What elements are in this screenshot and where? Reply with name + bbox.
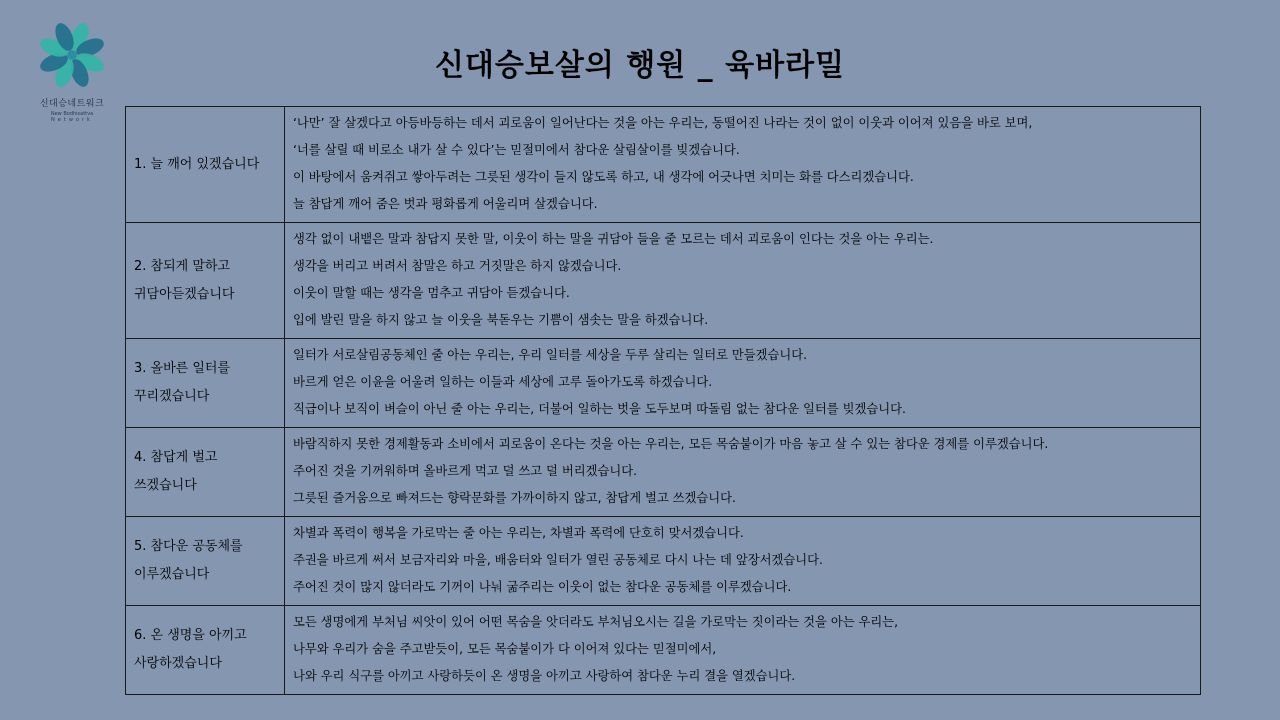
vow-text-line: 생각을 버리고 버려서 참말은 하고 거짓말은 하지 않겠습니다. bbox=[293, 259, 622, 273]
vow-text-line: 주어진 것을 기꺼워하며 올바르게 먹고 덜 쓰고 덜 버리겠습니다. bbox=[293, 464, 638, 478]
vow-label-line: 3. 올바른 일터를 bbox=[134, 361, 231, 376]
vow-text bbox=[285, 428, 1201, 517]
vow-text-line: 차별과 폭력이 행복을 가로막는 줄 아는 우리는, 차별과 폭력에 단호히 맞서겠습니다. bbox=[293, 526, 744, 540]
vow-text bbox=[285, 223, 1201, 339]
vow-label-line: 귀담아듣겠습니다 bbox=[134, 286, 235, 302]
vow-row bbox=[126, 223, 1201, 339]
vow-text-line: 바람직하지 못한 경제활동과 소비에서 괴로움이 온다는 것을 아는 우리는, 모든 목숨붙이가 마음 놓고 살 수 있는 참다운 경제를 이루겠습니다. bbox=[293, 437, 1049, 451]
vow-label-line: 쓰겠습니다 bbox=[134, 478, 197, 493]
vow-label bbox=[126, 517, 285, 606]
vow-text-line: 모든 생명에게 부처님 씨앗이 있어 어떤 목숨을 앗더라도 부처님오시는 길을 가로막는 짓이라는 것을 아는 우리는, bbox=[293, 615, 899, 629]
vow-row bbox=[126, 339, 1201, 428]
vow-label bbox=[126, 223, 285, 339]
vow-text-line: 그릇된 즐거움으로 빠져드는 향락문화를 가까이하지 않고, 참답게 벌고 쓰겠습니다. bbox=[293, 491, 736, 505]
vow-label-line: 5. 참다운 공동체를 bbox=[134, 539, 243, 554]
vow-text-line: 주권을 바르게 써서 보금자리와 마을, 배움터와 일터가 열린 공동체로 다시 나는 데 앞장서겠습니다. bbox=[293, 553, 823, 567]
vow-row bbox=[126, 428, 1201, 517]
vow-label-line: 꾸리겠습니다 bbox=[134, 389, 210, 404]
vows-table bbox=[125, 106, 1201, 695]
vow-text-line: 주어진 것이 많지 않더라도 기꺼이 나눠 굶주리는 이웃이 없는 참다운 공동체를 이루겠습니다. bbox=[293, 580, 792, 594]
vow-label-line: 1. 늘 깨어 있겠습니다 bbox=[134, 156, 260, 172]
vow-text-line: ‘나만’ 잘 살겠다고 아등바등하는 데서 괴로움이 일어난다는 것을 아는 우리는, 동떨어진 나라는 것이 없이 이웃과 이어져 있음을 바로 보며, bbox=[293, 116, 1033, 130]
vow-label-line: 사랑하겠습니다 bbox=[134, 656, 222, 671]
vow-text-line: ‘너를 살릴 때 비로소 내가 살 수 있다’는 믿절미에서 참다운 살림살이를 빚겠습니다. bbox=[293, 143, 740, 157]
vow-text bbox=[285, 339, 1201, 428]
logo-subtitle-line1: New Bodhisattva bbox=[50, 111, 94, 117]
vow-label bbox=[126, 428, 285, 517]
vow-label-line: 4. 참답게 벌고 bbox=[134, 450, 218, 465]
vow-label bbox=[126, 339, 285, 428]
vow-text-line: 이 바탕에서 움켜쥐고 쌓아두려는 그릇된 생각이 들지 않도록 하고, 내 생각에 어긋나면 치미는 화를 다스리겠습니다. bbox=[293, 170, 914, 184]
vow-row bbox=[126, 606, 1201, 695]
vow-row bbox=[126, 517, 1201, 606]
vow-text-line: 생각 없이 내뱉은 말과 참답지 못한 말, 이웃이 하는 말을 귀담아 들을 줄 모르는 데서 괴로움이 인다는 것을 아는 우리는. bbox=[293, 232, 934, 246]
vow-text-line: 늘 참답게 깨어 줌은 벗과 평화롭게 어울리며 살겠습니다. bbox=[293, 197, 598, 211]
vow-text bbox=[285, 517, 1201, 606]
vow-label-line: 2. 참되게 말하고 bbox=[134, 258, 231, 274]
vow-text bbox=[285, 606, 1201, 695]
vow-label-line: 이루겠습니다 bbox=[134, 567, 210, 582]
vow-label bbox=[126, 606, 285, 695]
vow-label bbox=[126, 107, 285, 223]
vow-text-line: 나무와 우리가 숨을 주고받듯이, 모든 목숨붙이가 다 이어져 있다는 믿절미에서, bbox=[293, 642, 717, 656]
vow-text-line: 입에 발린 말을 하지 않고 늘 이웃을 북돋우는 기쁨이 샘솟는 말을 하겠습니다. bbox=[293, 313, 709, 327]
logo-name: 신대승네트워크 bbox=[39, 99, 105, 109]
vow-text-line: 이웃이 말할 때는 생각을 멈추고 귀담아 듣겠습니다. bbox=[293, 286, 570, 300]
vow-text-line: 바르게 얻은 이윤을 어울려 일하는 이들과 세상에 고루 돌아가도록 하겠습니다. bbox=[293, 375, 713, 389]
logo-subtitle-line2: Network bbox=[51, 117, 93, 123]
vow-text-line: 직급이나 보직이 벼슬이 아닌 줄 아는 우리는, 더불어 일하는 벗을 도두보며 따돌림 없는 참다운 일터를 빚겠습니다. bbox=[293, 402, 906, 416]
vow-text-line: 나와 우리 식구를 아끼고 사랑하듯이 온 생명을 아끼고 사랑하여 참다운 누리 결을 열겠습니다. bbox=[293, 669, 796, 683]
page-title: 신대승보살의 행원 _ 육바라밀 bbox=[434, 48, 846, 83]
vow-text bbox=[285, 107, 1201, 223]
vow-text-line: 일터가 서로살림공동체인 줄 아는 우리는, 우리 일터를 세상을 두루 살리는 일터로 만들겠습니다. bbox=[293, 348, 808, 362]
vow-label-line: 6. 온 생명을 아끼고 bbox=[134, 628, 247, 643]
vow-row bbox=[126, 107, 1201, 223]
